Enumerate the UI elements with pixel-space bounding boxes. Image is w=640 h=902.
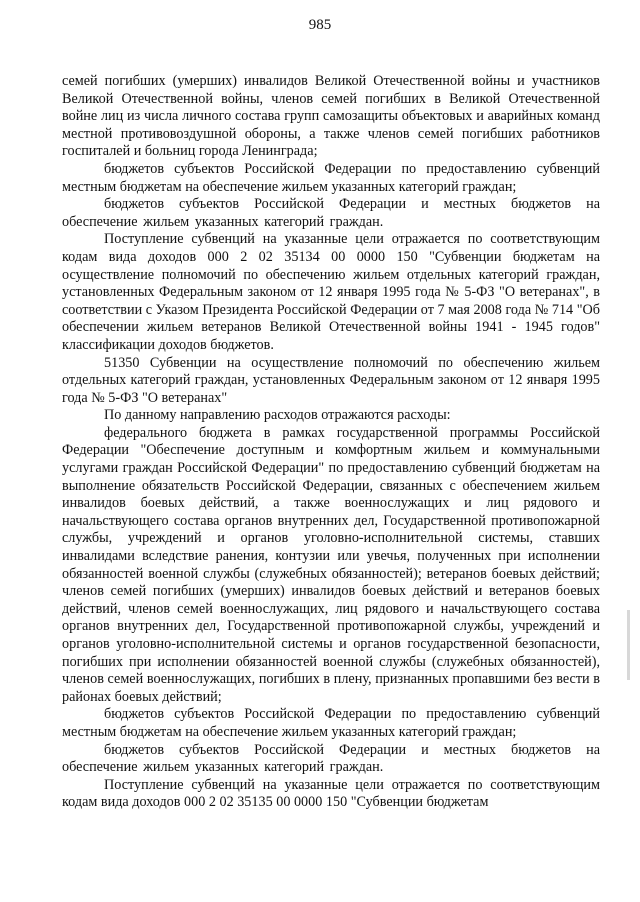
paragraph: семей погибших (умерших) инвалидов Великой Отечественной войны и участников Великой Отечественной войны, членов семей погибших в Великой Отечественной войне лиц из числа личного состава групп самозащиты объектовых и аварийных команд местной противовоздушной обороны, а также членов семей погибших работников госпиталей и больниц города Ленинграда; — [62, 73, 600, 160]
paragraph: Поступление субвенций на указанные цели отражается по соответствующим кодам вида доходов 000 2 02 35135 00 0000 150 "Субвенции бюджетам — [62, 776, 600, 811]
paragraph: бюджетов субъектов Российской Федерации по предоставлению субвенций местным бюджетам на обеспечение жильем указанных категорий граждан; — [62, 706, 600, 740]
paragraph: федерального бюджета в рамках государственной программы Российской Федерации "Обеспечение доступным и комфортным жильем и коммунальными услугами граждан Российской Федерации" по предоставлению субвенций бюджетам на выполнение обязательств Российской Федерации, связанных с обеспечением жильем инвалидов боевых действий, а также военнослужащих и лиц рядового и начальствующего состава органов внутренних дел, Государственной противопожарной службы, учреждений и органов уголовно-исполнительной системы, ставших инвалидами вследствие ранения, контузии или увечья, полученных при исполнении обязанностей военной службы (служебных обязанностей); ветеранов боевых действий; членов семей погибших (умерших) инвалидов боевых действий и ветеранов боевых действий, членов семей военнослужащих, лиц рядового и начальствующего состава органов внутренних дел, Государственной противопожарной службы, учреждений и органов уголовно-исполнительной системы и органов государственной безопасности, погибших при исполнении обязанностей военной службы (служебных обязанностей), членов семей военнослужащих, погибших в плену, признанных пропавшими без вести в районах боевых действий; — [62, 424, 600, 705]
page-number: 985 — [308, 17, 332, 33]
scan-edge-mark — [627, 610, 630, 680]
paragraph: Поступление субвенций на указанные цели отражается по соответствующим кодам вида доходов 000 2 02 35134 00 0000 150 "Субвенции бюджетам на осуществление полномочий по обеспечению жильем отдельных категорий граждан, установленных Федеральным законом от 12 января 1995 года № 5-ФЗ "О ветеранах", в соответствии с Указом Президента Российской Федерации от 7 мая 2008 года № 714 "Об обеспечении жильем ветеранов Великой Отечественной войны 1941 - 1945 годов" классификации доходов бюджетов. — [62, 231, 600, 353]
paragraph: бюджетов субъектов Российской Федерации и местных бюджетов на обеспечение жильем указанных категорий граждан. — [62, 196, 600, 230]
paragraph: бюджетов субъектов Российской Федерации по предоставлению субвенций местным бюджетам на обеспечение жильем указанных категорий граждан; — [62, 160, 600, 195]
paragraph: бюджетов субъектов Российской Федерации и местных бюджетов на обеспечение жильем указанных категорий граждан. — [62, 741, 600, 776]
paragraph: 51350 Субвенции на осуществление полномочий по обеспечению жильем отдельных категорий граждан, установленных Федеральным законом от 12 января 1995 года № 5-ФЗ "О ветеранах" — [62, 354, 600, 406]
document-body — [62, 73, 600, 812]
paragraph: По данному направлению расходов отражаются расходы: — [104, 407, 451, 424]
